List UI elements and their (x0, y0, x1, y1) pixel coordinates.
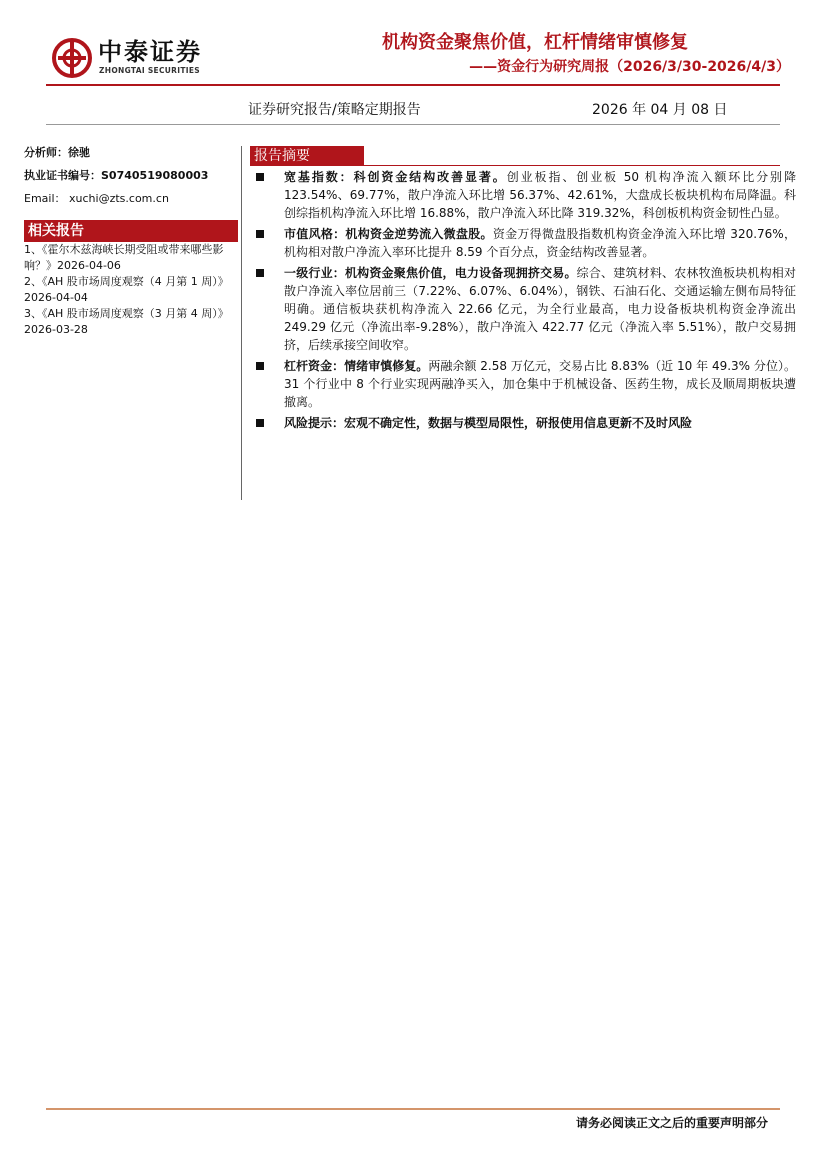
report-subtitle: ——资金行为研究周报（2026/3/30-2026/4/3） (469, 59, 790, 75)
abstract-body (256, 168, 796, 435)
related-report-link[interactable]: 2、《AH 股市场周度观察（4 月第 1 周）》2026-04-04 (24, 275, 229, 304)
header-divider-thin (46, 124, 780, 125)
related-report-link[interactable]: 3、《AH 股市场周度观察（3 月第 4 周）》2026-03-28 (24, 307, 229, 336)
analyst-cert: S0740519080003 (101, 169, 209, 182)
analyst-cert-row (24, 169, 238, 183)
abstract-bullet (256, 264, 796, 354)
header-divider (46, 84, 780, 86)
abstract-bullet-lead: 杠杆资金：情绪审慎修复。 (284, 359, 429, 373)
abstract-bullet-lead: 一级行业：机构资金聚焦价值，电力设备现拥挤交易。 (284, 266, 577, 280)
square-bullet-icon (256, 230, 264, 238)
analyst-name-row (24, 146, 238, 160)
analyst-email-label: Email： (24, 192, 66, 205)
report-date: 2026 年 04 月 08 日 (592, 102, 728, 118)
abstract-bullet-lead: 宽基指数：科创资金结构改善显著。 (284, 170, 507, 184)
abstract-bullet-lead: 市值风格：机构资金逆势流入微盘股。 (284, 227, 493, 241)
analyst-email-link[interactable]: xuchi@zts.com.cn (69, 192, 169, 205)
square-bullet-icon (256, 362, 264, 370)
analyst-cert-label: 执业证书编号： (24, 169, 101, 182)
abstract-bullet (256, 168, 796, 222)
abstract-bullet-body: 创业板指、创业板 50 机构净流入额环比分别降 123.54%、69.77%，散户净流入环比增 56.37%、42.61%，大盘成长板块机构布局降温。科创综指机构净流入环比增 16.88%，散户净流入环比降 319.32%，科创板机构资金韧性凸显。 (284, 170, 796, 220)
footer-notice: 请务必阅读正文之后的重要声明部分 (575, 1116, 768, 1130)
analyst-name-label: 分析师： (24, 146, 68, 159)
related-reports-heading: 相关报告 (24, 220, 238, 242)
abstract-bullet (256, 225, 796, 261)
abstract-bullet (256, 357, 796, 411)
abstract-heading: 报告摘要 (250, 146, 364, 166)
zhongtai-logo-icon (52, 38, 92, 78)
square-bullet-icon (256, 419, 264, 427)
abstract-bullet-body: 综合、建筑材料、农林牧渔板块机构相对散户净流入率位居前三（7.22%、6.07%、6.04%），钢铁、石油石化、交通运输左侧布局特征明确。通信板块获机构净流入 22.66 亿元，为全行业最高，电力设备板块机构资金净流出 249.29 亿元（净流出率-9.28%），散户净流入 422.77 亿元（净流入率 5.51%），散户交易拥挤，后续承接空间收窄。 (284, 266, 796, 352)
abstract-bullet-body: 两融余额 2.58 万亿元，交易占比 8.83%（近 10 年 49.3% 分位）。31 个行业中 8 个行业实现两融净买入，加仓集中于机械设备、医药生物，成长及顺周期板块遭撤离。 (284, 359, 796, 409)
analyst-panel (24, 146, 238, 338)
abstract-heading-rule (364, 165, 780, 166)
analyst-email-row (24, 192, 238, 206)
abstract-bullet (256, 414, 796, 432)
report-title: 机构资金聚焦价值，杠杆情绪审慎修复 (382, 32, 688, 53)
logo-name-en: ZHONGTAI SECURITIES (99, 66, 200, 75)
abstract-bullet-lead: 风险提示：宏观不确定性，数据与模型局限性，研报使用信息更新不及时风险 (284, 416, 693, 430)
analyst-name: 徐驰 (68, 146, 90, 159)
abstract-bullet-body: 资金万得微盘股指数机构资金净流入环比增 320.76%，机构相对散户净流入率环比提升 8.59 个百分点，资金结构改善显著。 (284, 227, 796, 259)
related-reports-list (24, 242, 238, 338)
square-bullet-icon (256, 269, 264, 277)
logo-name-cn: 中泰证券 (98, 38, 202, 66)
report-type: 证券研究报告/策略定期报告 (248, 102, 421, 118)
related-report-link[interactable]: 1、《霍尔木兹海峡长期受阻或带来哪些影响？》2026-04-06 (24, 243, 224, 272)
footer-divider (46, 1108, 780, 1110)
square-bullet-icon (256, 173, 264, 181)
column-divider (241, 146, 242, 500)
